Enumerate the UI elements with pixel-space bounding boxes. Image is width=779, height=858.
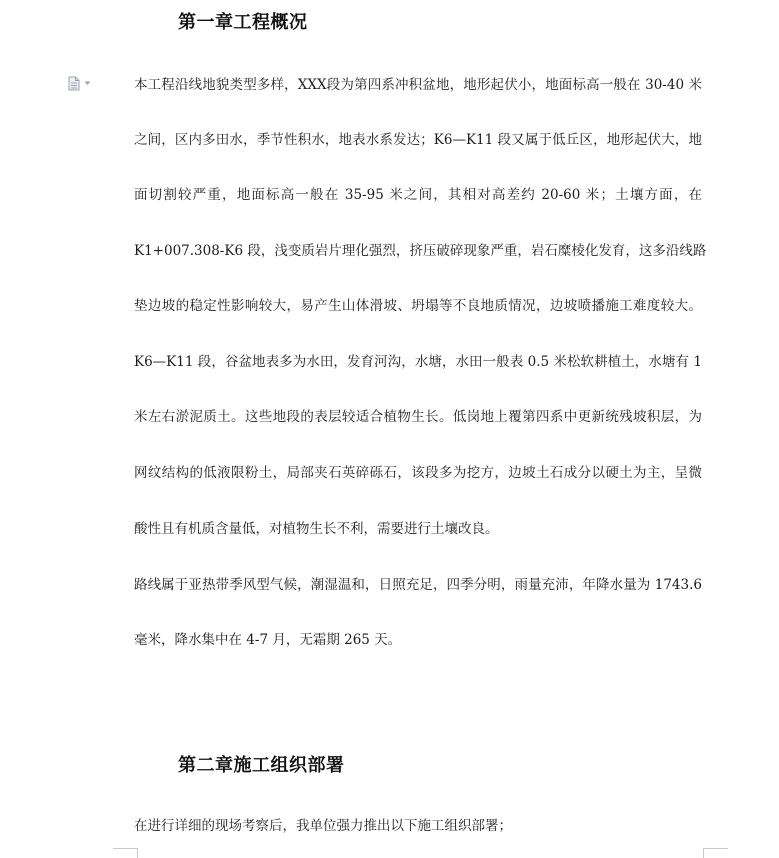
paragraph-1-line: 面切割较严重，地面标高一般在 35-95 米之间，其相对高差约 20-60 米；土壤方面，在 (134, 187, 702, 203)
paragraph-1-line: 米左右淤泥质土。这些地段的表层较适合植物生长。低岗地上覆第四系中更新统残坡积层，为 (134, 409, 702, 425)
paragraph-1-line: K6—K11 段，谷盆地表多为水田，发育河沟，水塘，水田一般表 0.5 米松软耕植土，水塘有 1 (134, 354, 702, 370)
paragraph-1-line: 酸性且有机质含量低，对植物生长不利，需要进行土壤改良。 (134, 521, 499, 537)
paragraph-handle[interactable] (68, 74, 96, 92)
paragraph-1-line: 网纹结构的低液限粉土，局部夹石英碎砾石，该段多为挖方，边坡土石成分以硬土为主，呈微 (134, 465, 702, 481)
paragraph-2-line: 路线属于亚热带季风型气候，潮湿温和，日照充足，四季分明，雨量充沛，年降水量为 1743.6 (134, 577, 702, 593)
paragraph-1-line: K1+007.308-K6 段，浅变质岩片理化强烈，挤压破碎现象严重，岩石糜棱化发育，这多沿线路 (134, 243, 707, 259)
paragraph-2-line: 毫米，降水集中在 4-7 月，无霜期 265 天。 (134, 632, 402, 648)
paragraph-1-line: 之间，区内多田水，季节性积水，地表水系发达；K6—K11 段又属于低丘区，地形起伏大，地 (134, 132, 702, 148)
chapter-2-title: 第二章施工组织部署 (178, 755, 345, 776)
paragraph-1-line: 本工程沿线地貌类型多样，XXX段为第四系冲积盆地，地形起伏小，地面标高一般在 30-40 米 (134, 77, 702, 93)
chapter-1-title: 第一章工程概况 (178, 12, 308, 33)
chapter-2-intro: 在进行详细的现场考察后，我单位强力推出以下施工组织部署； (134, 818, 512, 834)
document-icon (68, 76, 80, 91)
paragraph-1-line: 垫边坡的稳定性影响较大，易产生山体滑坡、坍塌等不良地质情况，边坡喷播施工难度较大。 (134, 298, 702, 314)
chevron-down-icon (84, 81, 91, 86)
